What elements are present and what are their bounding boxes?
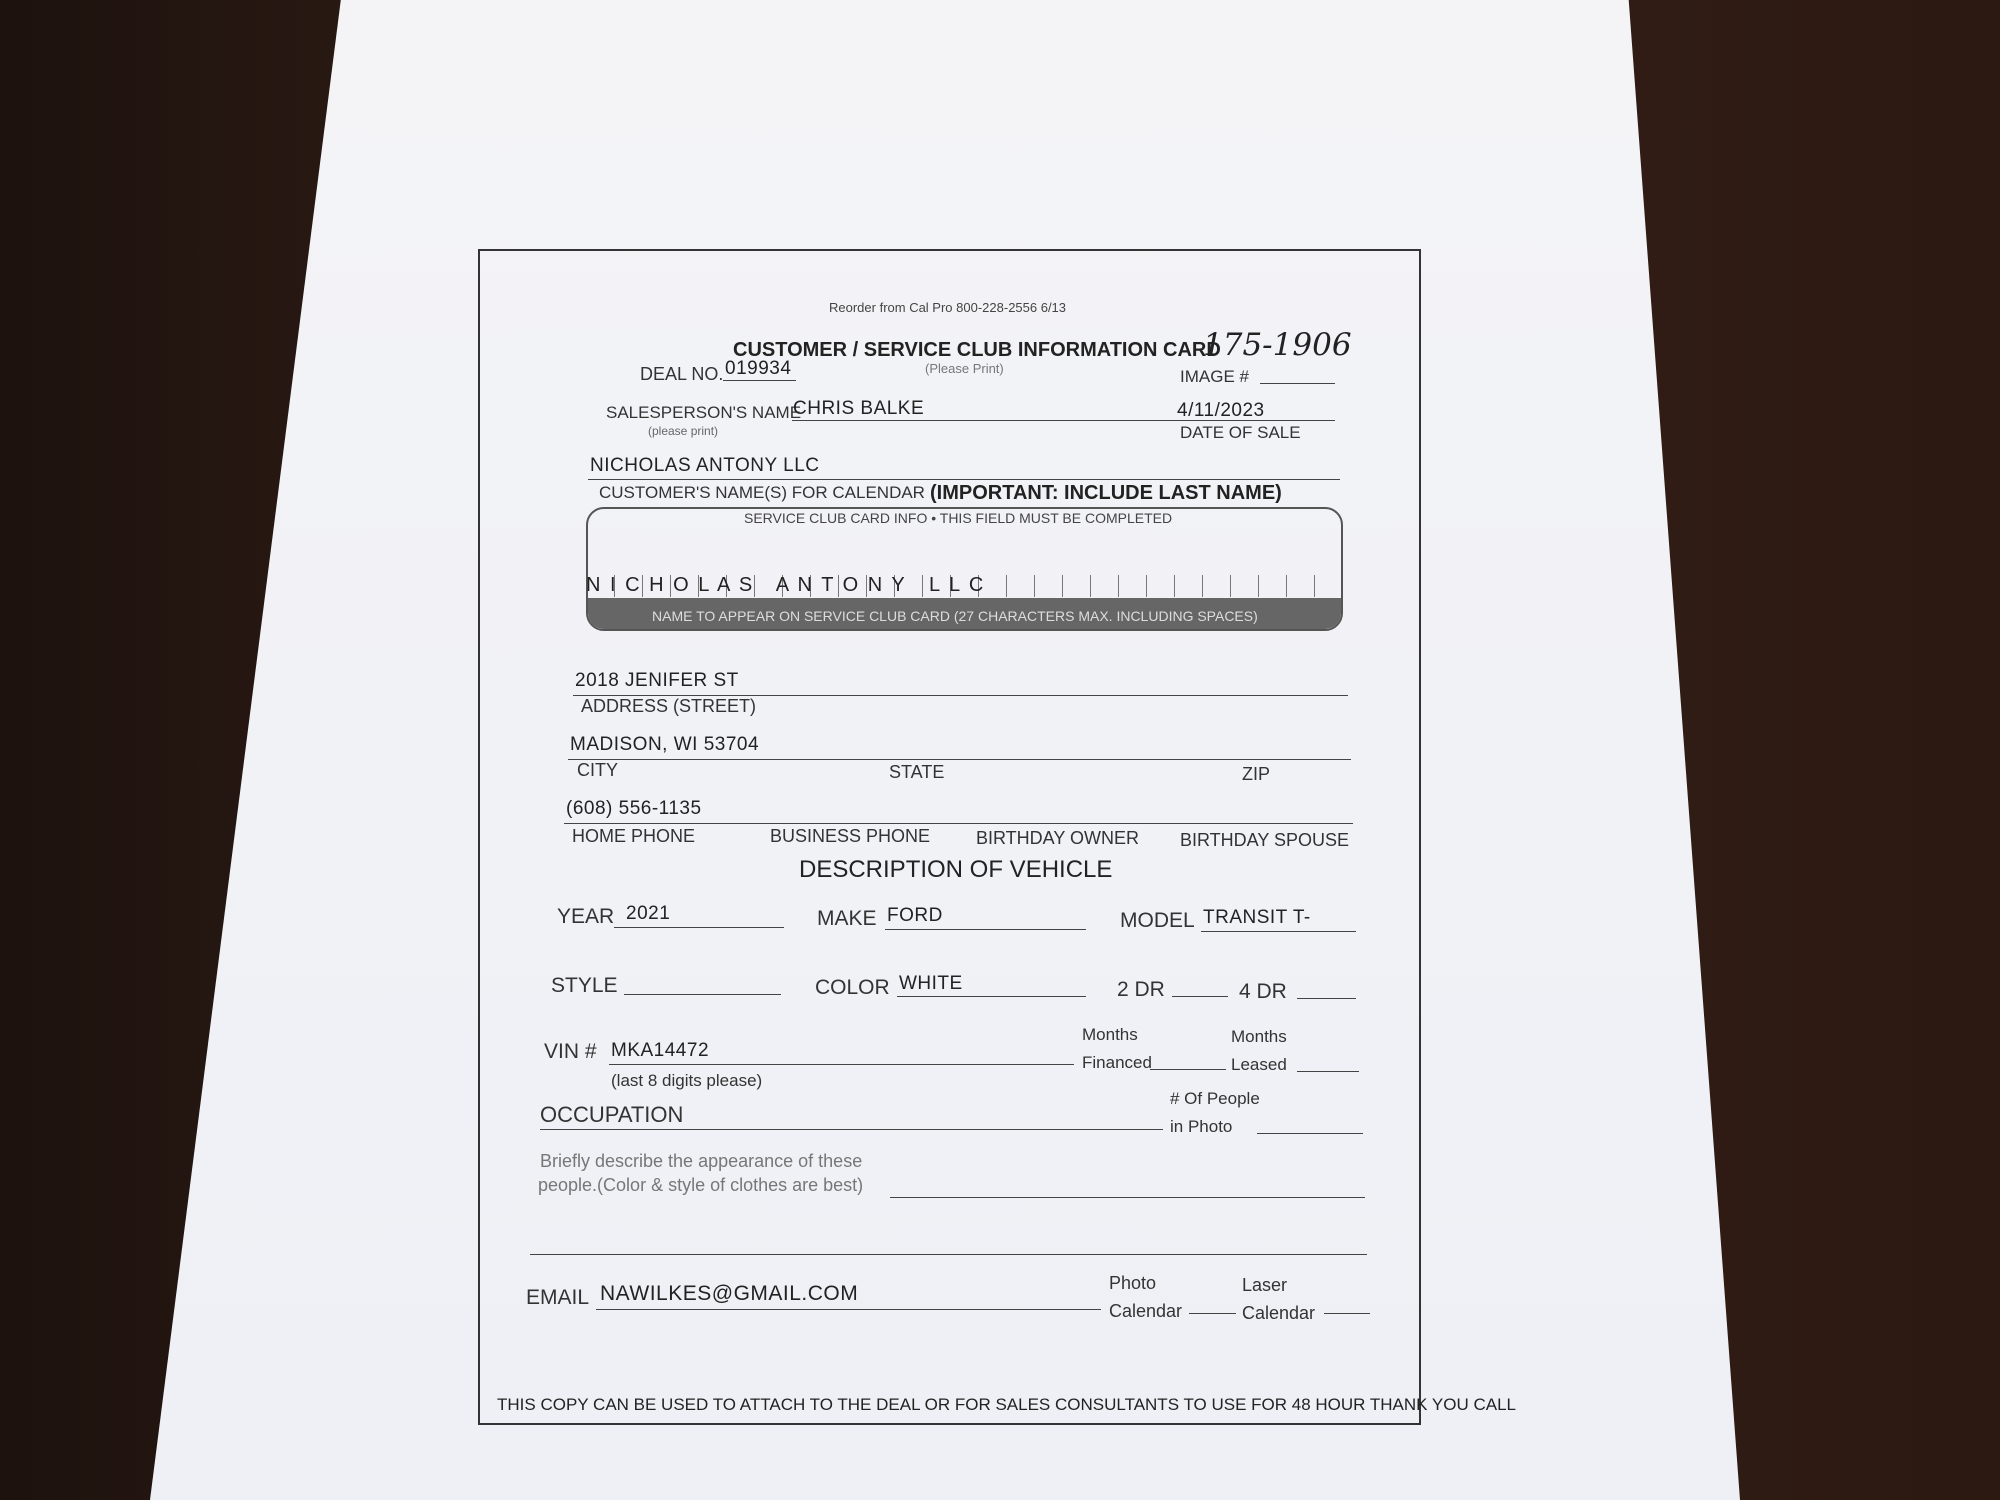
color-label: COLOR [815, 976, 890, 999]
occupation-label: OCCUPATION [540, 1102, 684, 1127]
deal-no-label: DEAL NO. [640, 364, 724, 384]
photo-calendar-label: Calendar [1109, 1301, 1183, 1321]
year-label: YEAR [557, 905, 615, 928]
email-label: EMAIL [526, 1286, 590, 1309]
salesperson-value: CHRIS BALKE [793, 398, 925, 419]
reorder-text: Reorder from Cal Pro 800-228-2556 6/13 [829, 300, 1067, 315]
home-phone-label: HOME PHONE [572, 826, 696, 846]
birthday-owner-label: BIRTHDAY OWNER [976, 828, 1140, 848]
home-phone-value: (608) 556-1135 [566, 798, 702, 819]
important-note: (IMPORTANT: INCLUDE LAST NAME) [930, 482, 1282, 504]
customer-name-label: CUSTOMER'S NAME(S) FOR CALENDAR [599, 483, 925, 502]
leased-label: Leased [1231, 1055, 1287, 1074]
model-value: TRANSIT T- [1203, 907, 1311, 928]
laser-calendar-label-top: Laser [1242, 1275, 1288, 1295]
people-count-label-top: # Of People [1170, 1089, 1260, 1108]
style-label: STYLE [551, 974, 618, 997]
salesperson-sub-label: (please print) [648, 424, 719, 438]
vehicle-heading: DESCRIPTION OF VEHICLE [799, 856, 1113, 883]
make-value: FORD [887, 905, 943, 926]
city-label: CITY [577, 760, 619, 780]
laser-calendar-label: Calendar [1242, 1303, 1316, 1323]
email-value: NAWILKES@GMAIL.COM [600, 1282, 859, 1305]
club-card-name: N I C H O L A S A N T O N Y L L C [586, 574, 986, 596]
color-value: WHITE [899, 973, 963, 994]
four-door-label: 4 DR [1239, 980, 1287, 1003]
describe-label-line2: people.(Color & style of clothes are best) [538, 1175, 864, 1195]
deal-no-value: 019934 [725, 358, 792, 379]
vin-sub-label: (last 8 digits please) [611, 1071, 763, 1090]
make-label: MAKE [817, 907, 877, 930]
two-door-label: 2 DR [1117, 978, 1165, 1001]
financed-label: Financed [1082, 1053, 1152, 1072]
customer-name-value: NICHOLAS ANTONY LLC [590, 455, 820, 476]
vin-value: MKA14472 [611, 1040, 710, 1061]
months-financed-label-top: Months [1082, 1025, 1138, 1044]
address-label: ADDRESS (STREET) [581, 696, 757, 716]
date-of-sale-value: 4/11/2023 [1177, 400, 1265, 421]
image-label: IMAGE # [1180, 367, 1249, 386]
salesperson-label: SALESPERSON'S NAME [606, 403, 802, 422]
please-print-note: (Please Print) [925, 361, 1004, 376]
people-count-label-bottom: in Photo [1170, 1117, 1233, 1136]
zip-label: ZIP [1242, 764, 1271, 784]
photo-calendar-label-top: Photo [1109, 1273, 1157, 1293]
year-value: 2021 [626, 903, 671, 924]
describe-label-line1: Briefly describe the appearance of these [540, 1151, 863, 1171]
service-club-footer-text: NAME TO APPEAR ON SERVICE CLUB CARD (27 CHARACTERS MAX. INCLUDING SPACES) [652, 608, 1258, 624]
form-title: CUSTOMER / SERVICE CLUB INFORMATION CARD [733, 339, 1221, 361]
date-of-sale-label: DATE OF SALE [1180, 423, 1301, 442]
vin-label: VIN # [544, 1040, 597, 1063]
handwritten-number: 175-1906 [1203, 327, 1352, 363]
business-phone-label: BUSINESS PHONE [770, 826, 931, 846]
city-value: MADISON, WI 53704 [570, 734, 760, 755]
months-leased-label-top: Months [1231, 1027, 1287, 1046]
footer-note: THIS COPY CAN BE USED TO ATTACH TO THE DEAL OR FOR SALES CONSULTANTS TO USE FOR 48 HOUR THANK YOU CALL [497, 1395, 1516, 1414]
model-label: MODEL [1120, 909, 1195, 932]
address-value: 2018 JENIFER ST [575, 670, 739, 691]
service-club-header: SERVICE CLUB CARD INFO • THIS FIELD MUST BE COMPLETED [744, 510, 1173, 526]
birthday-spouse-label: BIRTHDAY SPOUSE [1180, 830, 1350, 850]
state-label: STATE [889, 762, 945, 782]
